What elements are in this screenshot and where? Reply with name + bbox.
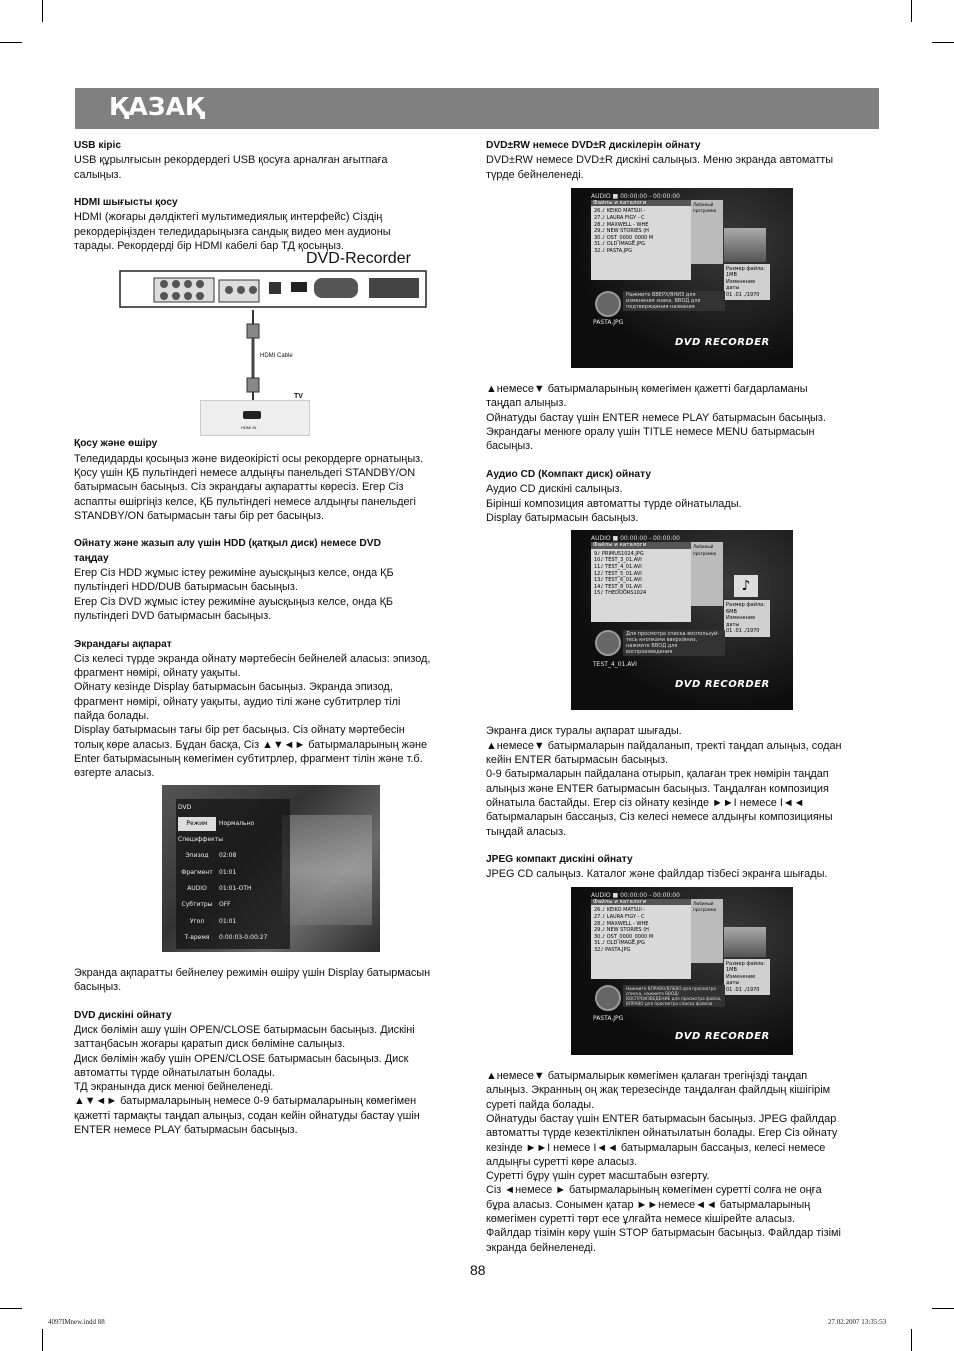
jpeg-after-line: кезінде ►►I немесе I◄◄ батырмаларын бассаңыз, келесі немесе: [486, 1141, 826, 1154]
hdmi-text: HDMI (жоғары дәлдіктегі мультимедиялық интерфейс) Сіздің: [74, 211, 383, 224]
usb-heading: USB кіріс: [74, 140, 121, 151]
dvd-menu-screenshot-1: [571, 188, 793, 368]
osd-value: OFF: [219, 901, 231, 909]
hint-text: Для просмотра списка воспользуй- тесь кнопками вверх/вниз, нажмите ВВОД для воспроизведения: [623, 630, 725, 656]
jpeg-after-line: Ойнатуды бастау үшін ENTER батырмасын басыңыз. JPEG файлдар: [486, 1112, 837, 1125]
jpeg-after-line: экранда бейнеленеді.: [486, 1241, 596, 1254]
osd-row: [178, 931, 288, 945]
power-heading: Қосу және өшіру: [74, 438, 158, 450]
file-item: 10♪ TEST_3_01.AVI: [594, 557, 642, 564]
dvd-line: Диск бөлімін жабу үшін OPEN/CLOSE батырмасын басыңыз. Диск: [74, 1052, 409, 1065]
osd-menu: [176, 799, 290, 950]
cd-line: Аудио CD дискіні салыңыз.: [486, 483, 623, 496]
file-item: 27.♪ LAURA FIGY - C: [594, 913, 645, 920]
usb-text: USB құрылғысын рекордердегі USB қосуға арналған ағытпаға: [74, 154, 388, 167]
file-item: 32♪ PASTA.JPG: [594, 946, 631, 953]
power-line: Теледидарды қосыңыз және видеокірісті осы рекордерге орнатыңыз.: [74, 452, 424, 465]
crop-mark: [911, 1329, 912, 1351]
osd-label: AUDIO: [187, 884, 207, 892]
file-item: 15♪ THEDOORS1024: [594, 590, 647, 597]
file-list: [591, 200, 691, 280]
cd-after-line: тыңдай аласыз.: [486, 825, 567, 838]
dvd-line: ТД экранында диск менюі бейнеленеді.: [74, 1081, 274, 1094]
file-info: [724, 959, 770, 996]
current-file: TEST_4_01.AVI: [593, 661, 637, 669]
osd-row: [178, 898, 288, 912]
rw-line: түрде бейнеленеді.: [486, 168, 584, 181]
dvd-line: автоматты түрде ойнатылатын болады.: [74, 1066, 275, 1079]
hdd-line: пультіндегі HDD/DUB батырмасын басыңыз.: [74, 581, 298, 594]
power-line: Қосу үшін ҚБ пультіндегі немесе алдыңғы панельдегі STANDBY/ON: [74, 466, 416, 479]
osd-label: Субтитры: [181, 901, 213, 909]
jpeg-after-line: суреті пайда болады.: [486, 1098, 595, 1111]
file-item: 28.♪ MAXWELL - WHE: [594, 920, 649, 927]
info-heading: Экрандағы ақпарат: [74, 638, 172, 650]
rw-after-line: Ойнатуды бастау үшін ENTER немесе PLAY батырмасын басыңыз.: [486, 411, 826, 424]
current-file: PASTA.JPG: [593, 1014, 624, 1022]
file-item: 13♪ TEST_6_01.AVI: [594, 577, 642, 584]
info-line: 1MB: [726, 272, 737, 279]
usb-text: салыңыз.: [74, 168, 122, 181]
hdd-line: пультіндегі DVD батырмасын басыңыз.: [74, 609, 272, 622]
file-item: 30.♪ OST_0000_0000 M: [594, 234, 654, 241]
current-file: PASTA.JPG: [593, 318, 624, 326]
hdd-heading: таңдау: [74, 552, 109, 564]
crop-mark: [911, 0, 912, 22]
file-list: [591, 542, 691, 622]
page-title: ҚАЗАҚ: [109, 92, 205, 121]
info-line: өзгерте аласыз.: [74, 767, 155, 780]
osd-row: [178, 817, 288, 831]
crop-mark: [932, 42, 954, 43]
info-line: толық көре аласыз. Бұдан басқа, Сіз ▲▼◄► батырмаларының және: [74, 738, 428, 751]
osd-row: [178, 915, 288, 929]
info-line: Изменение даты: [726, 615, 756, 628]
rw-after-line: Экрандағы менюге оралу үшін TITLE немесе MENU батырмасын: [486, 426, 815, 439]
cd-after-line: ойнатыла бастайды. Егер сіз ойнату кезінде ►►I немесе I◄◄: [486, 796, 805, 809]
crop-mark: [0, 1308, 22, 1309]
file-item: 32.♪ PASTA.JPG: [594, 248, 632, 255]
photo-thumbnail: [724, 927, 766, 957]
files-tab: Файлы и каталоги: [591, 899, 691, 906]
recorder-back-panel: [119, 270, 429, 310]
cd-line: Бірінші композиция автоматты түрде ойнатылады.: [486, 497, 742, 510]
rw-heading: DVD±RW немесе DVD±R дискілерін ойнату: [486, 140, 701, 151]
osd-label: Т-время: [184, 933, 210, 941]
file-item: 29.♪ NEW STORIES (H: [594, 228, 649, 235]
remote-nav-icon: [595, 291, 621, 317]
info-line: фрагмент нөмірі, ойнату уақыты, аудио тілі және субтитрлер тілі: [74, 695, 401, 708]
power-line: STANDBY/ON батырмасын тағы бір рет басыңыз.: [74, 509, 324, 522]
preview-panel: [691, 542, 723, 606]
info-line: 01 .01 ./1970: [726, 291, 760, 298]
osd-value: Нормально: [219, 819, 255, 827]
files-tab: Файлы и каталоги: [591, 542, 691, 549]
file-item: 28.♪ MAXWELL - WHE: [594, 221, 649, 228]
rw-after-line: таңдап алыңыз.: [486, 397, 567, 410]
hint-text: Нажмите ВПРАВО/ВЛЕВО для просмотра списка, нажмите ВВОД/ВОСПРОИЗВЕДЕНИЕ для просмотра файла, ВПРАВО для просмотра списка файлов: [623, 985, 725, 1007]
file-item: 31.♪ OLD IMAGE.JPG: [594, 940, 646, 947]
rw-after-line: ▲немесе▼ батырмаларының көмегімен қажетті бағдарламаны: [486, 383, 808, 396]
remote-nav-icon: [595, 985, 621, 1011]
jpeg-after-line: Файлдар тізімін көру үшін STOP батырмасын басыңыз. Файлдар тізімі: [486, 1227, 841, 1240]
info-line: 01 .01 ./1970: [726, 628, 760, 635]
info-line: Enter батырмасының көмегімен субтитрлер, фрагмент тілін және т.б.: [74, 752, 423, 765]
recorder-label: DVD-Recorder: [306, 250, 411, 268]
preview-panel: [691, 200, 723, 264]
jpeg-after-line: бұра аласыз. Сонымен қатар ►►немесе◄◄ батырмаларының: [486, 1198, 811, 1211]
cd-after-line: Экранға диск туралы ақпарат шығады.: [486, 725, 682, 738]
screen-status: AUDIO ■ 00:00:00 - 00:00:00: [591, 891, 680, 899]
cd-line: Display батырмасын басыңыз.: [486, 511, 639, 524]
hdmi-port-icon: [243, 411, 261, 419]
dvd-line: заттаңбасын жоғары қаратып диск бөліміне салыңыз.: [74, 1038, 346, 1051]
jpeg-after-line: көмегімен суретті төрт есе ұлғайта немесе кішірейте аласыз.: [486, 1212, 795, 1225]
file-item: 29.♪ NEW STORIES (H: [594, 927, 649, 934]
info-line: 6MB: [726, 608, 737, 615]
info-line: Размер файла:: [726, 960, 765, 967]
cd-after-line: алыңыз және ENTER батырмасын басыңыз. Таңдалған композиция: [486, 782, 829, 795]
page-number: 88: [470, 1262, 486, 1278]
crop-mark: [42, 0, 43, 22]
tv-label: TV: [294, 393, 303, 401]
dvd-line: Диск бөлімін ашу үшін OPEN/CLOSE батырмасын басыңыз. Дискіні: [74, 1023, 415, 1036]
remote-nav-icon: [595, 630, 621, 656]
header-banner: [75, 88, 879, 129]
file-item: 30.♪ OST_0000_0000 M: [594, 933, 654, 940]
jpeg-after-line: автоматты түрде кезектілікпен ойнатылатын болады. Егер Сіз ойнату: [486, 1127, 838, 1140]
dvd-line: қажетті тармақты таңдап алыңыз, содан кейін ойнатуды бастау үшін: [74, 1109, 420, 1122]
file-item: 12♪ TEST_5_01.AVI: [594, 570, 642, 577]
info-line: 01 .01 ./1970: [726, 986, 760, 993]
osd-value: 02:08: [219, 852, 237, 860]
jpeg-after-line: ▲немесе▼ батырмалырык көмегімен қалаған трегіңізді таңдап: [486, 1070, 808, 1083]
info-line: Размер файла:: [726, 265, 765, 272]
osd-screenshot: [162, 785, 380, 952]
after-osd-text: басыңыз.: [74, 981, 122, 994]
favorites-tab: Любимый программа: [693, 544, 717, 556]
jpeg-after-line: Суретті бұру үшін сурет масштабын өзгерту.: [486, 1170, 710, 1183]
dvd-menu-screenshot-3: [571, 887, 793, 1055]
hdd-heading: Ойнату және жазып алу үшін HDD (қатқыл диск) немесе DVD: [74, 538, 381, 550]
info-line: фрагмент нөмірі, ойнату уақыты.: [74, 667, 241, 680]
dvd-line: ENTER немесе PLAY батырмасын басыңыз.: [74, 1124, 298, 1137]
photo-thumbnail: [724, 228, 766, 262]
hdmi-heading: HDMI шығысты қосу: [74, 197, 178, 209]
osd-row: [178, 833, 288, 847]
jpeg-line: JPEG CD салыңыз. Каталог және файлдар тізбесі экранға шығады.: [486, 868, 828, 881]
osd-label: Угол: [189, 917, 205, 925]
equipment-photo: [282, 815, 372, 925]
osd-row: [178, 866, 288, 880]
osd-label: Режим: [178, 817, 216, 831]
jpeg-heading: JPEG компакт дискіні ойнату: [486, 854, 633, 866]
crop-mark: [932, 1308, 954, 1309]
dvd-recorder-logo: DVD RECORDER: [675, 679, 770, 691]
file-item: 14♪ TEST_8_01.AVI: [594, 583, 642, 590]
file-item: 26.♪ KEIKO MATSUI -: [594, 907, 646, 914]
hdmi-text: рекордеріңізден теледидарыңызға сандық видео мен аудионы: [74, 225, 391, 238]
favorites-tab: Любимый программа: [693, 900, 717, 913]
rw-after-line: басыңыз.: [486, 440, 534, 453]
info-line: Размер файла:: [726, 602, 765, 609]
cd-heading: Аудио CD (Компакт диск) ойнату: [486, 468, 651, 480]
osd-row: [178, 849, 288, 863]
crop-mark: [42, 1329, 43, 1351]
power-line: аспапты өшіргіңіз келсе, ҚБ пультіндегі немесе алдыңғы панельдегі: [74, 495, 416, 508]
cd-after-line: ▲немесе▼ батырмаларын пайдаланып, тректі таңдап алыңыз, содан: [486, 739, 842, 752]
file-info: [724, 264, 770, 301]
osd-label: Фрагмент: [181, 868, 213, 876]
jpeg-after-line: Сіз ◄немесе ► батырмаларының көмегімен суретті солға не оңға: [486, 1184, 822, 1197]
crop-mark: [0, 42, 22, 43]
osd-label: Спецэффекты: [178, 836, 223, 844]
dvd-menu-screenshot-2: [571, 530, 793, 710]
screen-status: AUDIO ■ 00:00:00 - 00:00:00: [591, 535, 680, 543]
info-line: Display батырмасын тағы бір рет басыңыз. Сіз ойнату мәртебесін: [74, 724, 405, 737]
info-line: Изменение даты: [726, 278, 756, 292]
dvd-line: ▲▼◄► батырмаларының немесе 0-9 батырмаларының көмегімен: [74, 1095, 417, 1108]
cable-label: HDMI Cable: [260, 353, 293, 360]
music-icon: ♪: [734, 575, 758, 597]
osd-value: 01:01: [219, 868, 237, 876]
info-line: Сіз келесі түрде экранда ойнату мәртебесін бейнелей аласыз: эпизод,: [74, 652, 431, 665]
file-info: [724, 600, 770, 637]
info-line: Ойнату кезінде Display батырмасын басыңыз. Экранда эпизод,: [74, 681, 393, 694]
footer-file: 4097IMnew.indd 88: [48, 1318, 105, 1326]
dvd-heading: DVD дискіні ойнату: [74, 1009, 172, 1021]
tv-panel: [200, 400, 310, 436]
jpeg-after-line: алыңыз. Экранның оң жақ терезесінде таңдалған файлдың кішігірім: [486, 1084, 831, 1097]
cd-after-line: батырмаларын бассаңыз, Сіз келесі немесе алдыңғы композицияны: [486, 811, 833, 824]
hdd-line: Егер Сіз HDD жұмыс істеу режиміне ауысқыңыз келсе, онда ҚБ: [74, 567, 394, 580]
osd-value: 01:01: [219, 917, 237, 925]
osd-value: 0:00:03-0:00:27: [219, 933, 268, 941]
osd-header: DVD: [178, 803, 192, 811]
favorites-tab: Любимый программа: [693, 201, 717, 214]
right-column: [486, 139, 886, 1255]
dvd-recorder-logo: DVD RECORDER: [675, 1030, 770, 1042]
preview-panel: [691, 899, 723, 963]
file-item: 9♪ PRIMUS1024.JPG: [594, 550, 644, 557]
osd-label: Эпизод: [185, 852, 209, 860]
info-line: Изменение даты: [726, 973, 756, 987]
after-osd-text: Экранда ақпаратты бейнелеу режимін өшіру үшін Display батырмасын: [74, 966, 431, 979]
file-item: 27.♪ LAURA FIGY - C: [594, 215, 645, 222]
files-tab: Файлы и каталоги: [591, 200, 691, 207]
left-column: [74, 139, 474, 1137]
screen-status: AUDIO ■ 00:00:00 - 00:00:00: [591, 192, 680, 200]
port-label: HDMI IN: [241, 425, 257, 431]
info-line: пайда болады.: [74, 710, 150, 723]
power-line: батырмасын басыңыз. Сіз экрандағы ақпаратты көресіз. Егер Сіз: [74, 481, 404, 494]
file-item: 26.♪ KEIKO MATSUI -: [594, 208, 646, 215]
info-line: 1MB: [726, 967, 737, 974]
file-list: [591, 899, 691, 979]
osd-value: 01:01-OTH: [219, 884, 252, 892]
hdmi-text: тарады. Рекордерді бір HDMI кабелі бар ТД қосыңыз.: [74, 240, 344, 253]
cd-after-line: 0-9 батырмаларын пайдалана отырып, қалаған трек нөмірін таңдап: [486, 768, 829, 781]
file-item: 11♪ TEST_4_01.AVI: [594, 563, 642, 570]
footer-date: 27.02.2007 13:35:53: [828, 1318, 887, 1326]
hdmi-diagram: [74, 250, 474, 437]
hint-text: Нажмите ВВЕРХ/ВНИЗ для изменения знака, ВВОД для подтверждения названия: [623, 291, 725, 311]
jpeg-after-line: алдыңғы суретті көре аласыз.: [486, 1155, 638, 1168]
dvd-recorder-logo: DVD RECORDER: [675, 336, 770, 348]
file-item: 31.♪ OLD IMAGE.JPG: [594, 241, 646, 248]
cd-after-line: кейін ENTER батырмасын басыңыз.: [486, 754, 669, 767]
hdd-line: Егер Сіз DVD жұмыс істеу режиміне ауысқыңыз келсе, онда ҚБ: [74, 595, 394, 608]
rw-line: DVD±RW немесе DVD±R дискіні салыңыз. Меню экранда автоматты: [486, 154, 834, 167]
osd-row: [178, 882, 288, 896]
